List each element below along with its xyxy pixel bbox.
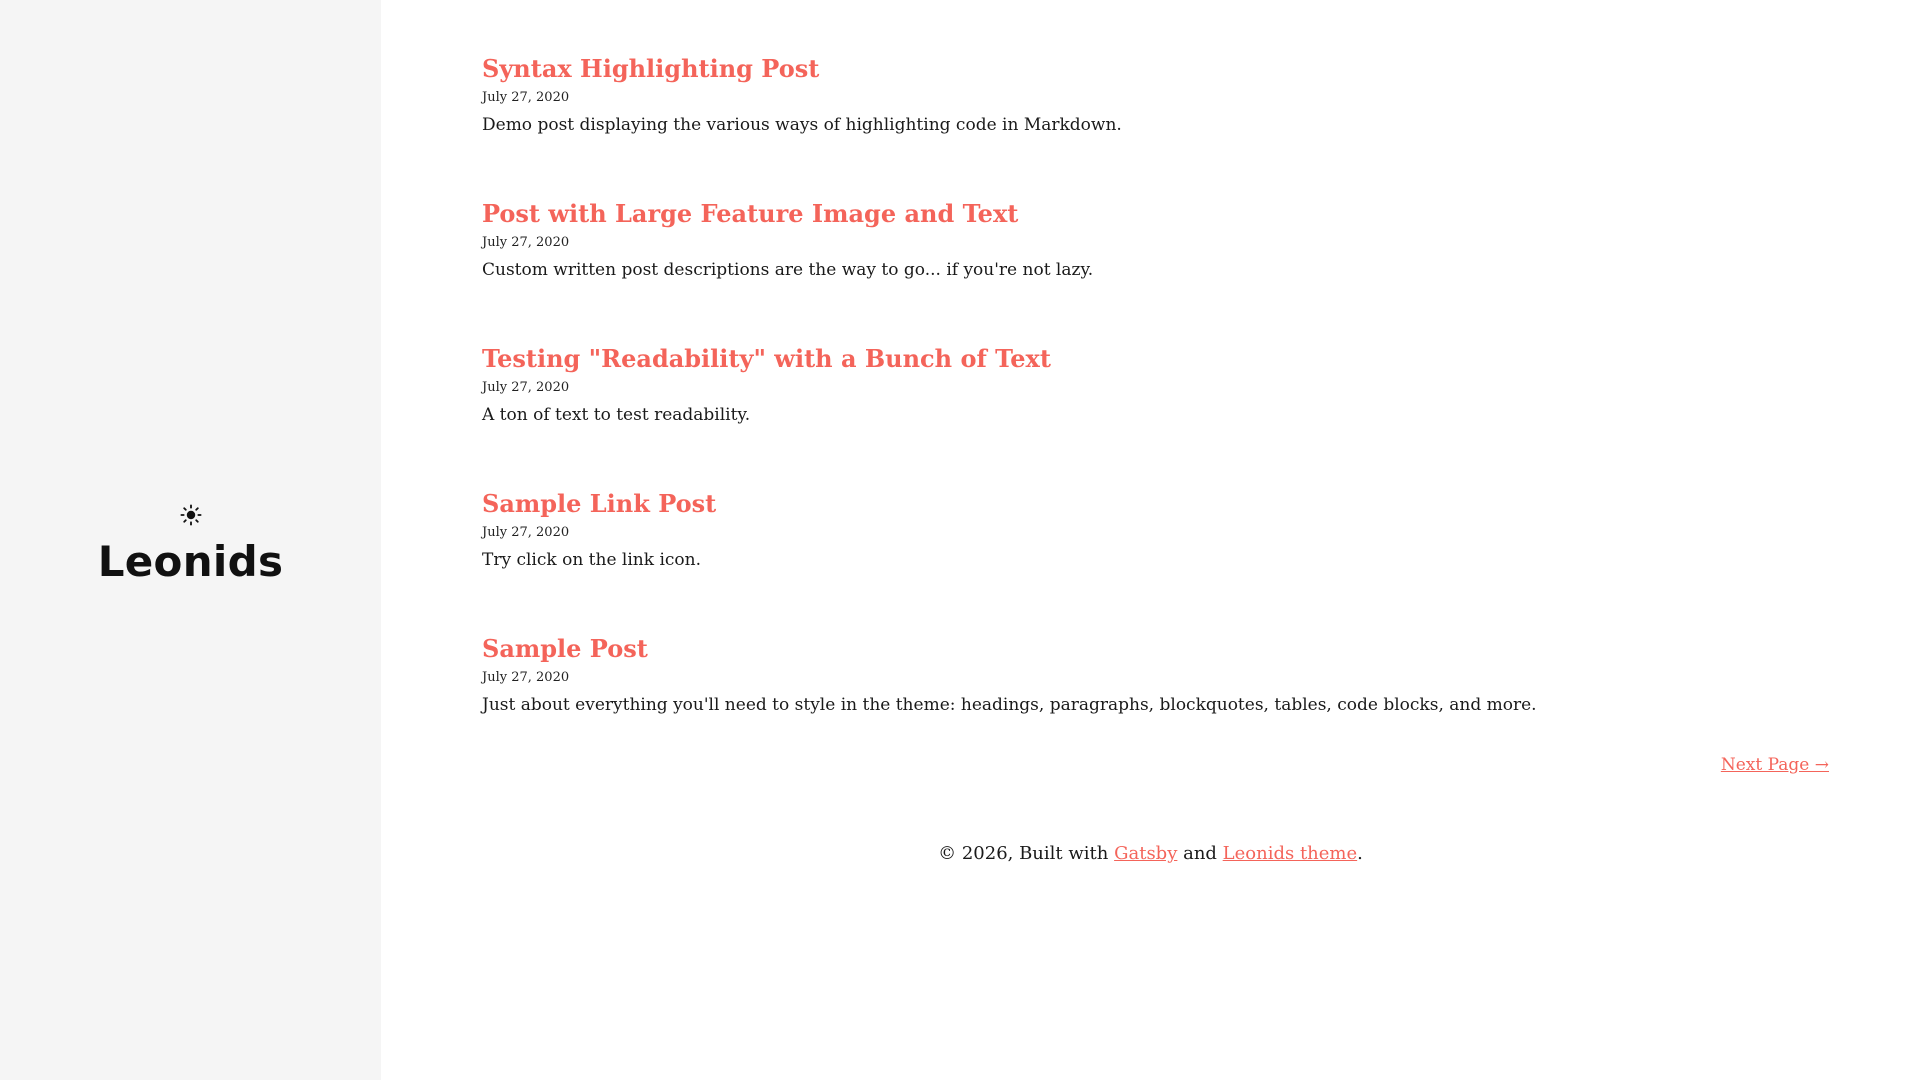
footer-and: and (1177, 843, 1223, 864)
post-description: Demo post displaying the various ways of highlighting code in Markdown. (482, 115, 1122, 135)
post-title-link[interactable]: Syntax Highlighting Post (482, 54, 820, 83)
post-title-link[interactable]: Sample Post (482, 634, 648, 663)
sidebar (0, 0, 381, 1080)
pagination (1721, 755, 1829, 775)
post-date: July 27, 2020 (482, 525, 570, 540)
post-date: July 27, 2020 (482, 380, 570, 395)
post-description: Custom written post descriptions are the way to go... if you're not lazy. (482, 260, 1094, 280)
theme-toggle-button[interactable] (177, 503, 205, 531)
post-item (482, 197, 1829, 342)
next-page-link[interactable]: Next Page → (1720, 755, 1829, 775)
post-date: July 27, 2020 (482, 670, 570, 685)
post-title-link[interactable]: Sample Link Post (482, 489, 717, 518)
post-item (482, 342, 1829, 487)
gatsby-link[interactable]: Gatsby (1114, 843, 1178, 864)
post-item (482, 487, 1829, 632)
post-date: July 27, 2020 (482, 90, 570, 105)
post-date: July 27, 2020 (482, 235, 570, 250)
footer-prefix: © 2026, Built with (938, 843, 1115, 864)
post-title-link[interactable]: Testing "Readability" with a Bunch of Text (482, 344, 1051, 373)
post-title-link[interactable]: Post with Large Feature Image and Text (482, 199, 1019, 228)
post-description: Try click on the link icon. (482, 550, 701, 570)
main-content (381, 0, 1920, 1080)
post-description: A ton of text to test readability. (482, 405, 751, 425)
sun-icon (180, 504, 202, 530)
post-item (482, 632, 1829, 777)
post-list (482, 52, 1829, 777)
site-title-link[interactable]: Leonids (97, 536, 284, 586)
post-item (482, 52, 1829, 197)
leonids-theme-link[interactable]: Leonids theme (1222, 843, 1358, 864)
footer-suffix: . (1357, 843, 1363, 864)
post-description: Just about everything you'll need to style in the theme: headings, paragraphs, blockquotes, tables, code blocks, and more. (482, 695, 1537, 715)
footer (381, 843, 1920, 864)
